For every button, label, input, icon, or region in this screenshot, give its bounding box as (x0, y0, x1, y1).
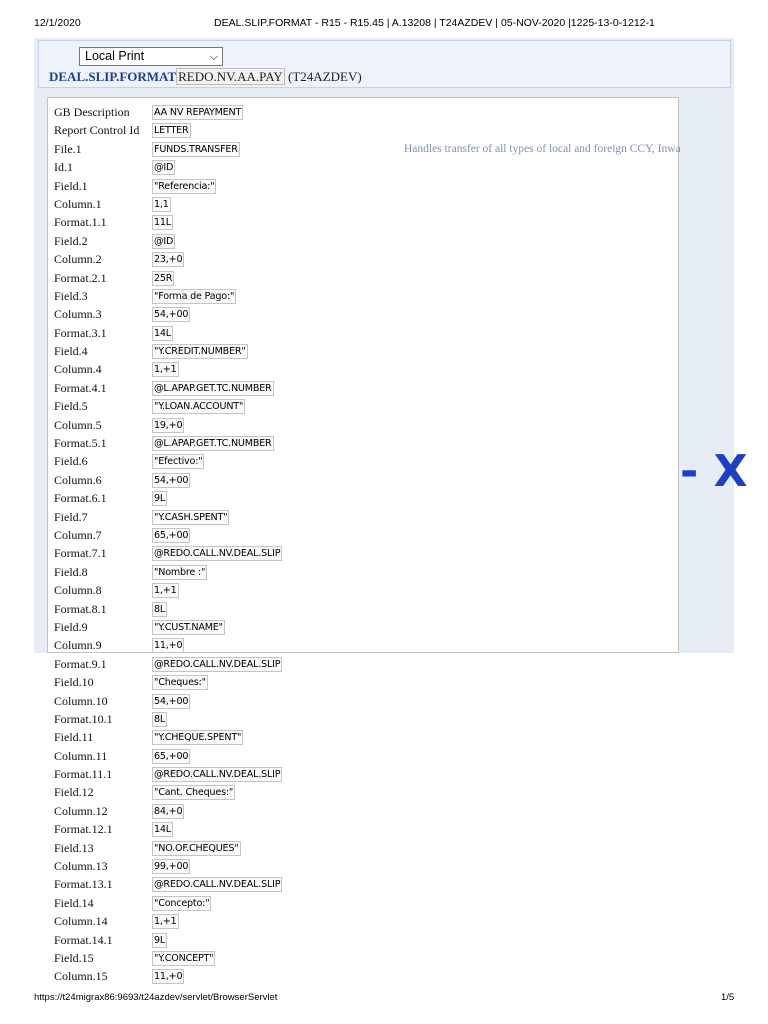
company-code: (T24AZDEV) (288, 69, 362, 84)
field-value: 9L (154, 493, 166, 505)
field-row (54, 509, 654, 527)
field-label: Field.5 (54, 399, 88, 414)
field-value: "Cheques:" (154, 677, 206, 689)
field-row (54, 178, 654, 196)
field-value: 8L (154, 713, 166, 725)
field-row (54, 950, 654, 968)
field-label: Field.8 (54, 564, 88, 579)
field-row (54, 637, 654, 655)
field-label: Field.11 (54, 730, 94, 745)
field-value: "Y.CASH.SPENT" (154, 511, 228, 523)
field-row (54, 674, 654, 692)
field-row (54, 490, 654, 508)
field-label: Field.12 (54, 785, 94, 800)
field-value: "Y.CONCEPT" (154, 952, 214, 964)
field-value: @REDO.CALL.NV.DEAL.SLIP (154, 548, 281, 560)
field-row (54, 196, 654, 214)
field-row (54, 729, 654, 747)
field-row (54, 564, 654, 582)
field-value: 11,+0 (154, 971, 183, 983)
field-label: Field.1 (54, 178, 88, 193)
field-value: "Y.CHEQUE.SPENT" (154, 732, 242, 744)
field-value: "Referencia:" (154, 180, 215, 192)
field-label: Field.15 (54, 950, 94, 965)
field-value: 23,+0 (154, 254, 183, 266)
field-label: Column.4 (54, 362, 102, 377)
field-row (54, 784, 654, 802)
page-number: 1/5 (721, 992, 735, 1003)
field-label: Field.13 (54, 840, 94, 855)
field-label: Column.8 (54, 583, 102, 598)
field-label: Field.10 (54, 675, 94, 690)
field-value: "NO.OF.CHEQUES" (154, 842, 239, 854)
field-label: Format.6.1 (54, 491, 107, 506)
field-value: 84,+0 (154, 805, 183, 817)
field-value: "Forma de Pago:" (154, 290, 235, 302)
app-heading (49, 69, 362, 85)
field-label: Column.2 (54, 252, 102, 267)
field-value: 25R (154, 272, 173, 284)
field-label: Format.13.1 (54, 877, 113, 892)
field-row (54, 748, 654, 766)
toolbar (38, 40, 731, 88)
field-row (54, 876, 654, 894)
field-label: Field.7 (54, 509, 88, 524)
field-row (54, 104, 654, 122)
field-row (54, 545, 654, 563)
field-label: Column.11 (54, 748, 108, 763)
field-row (54, 932, 654, 950)
field-value: 14L (154, 327, 171, 339)
field-value: 19,+0 (154, 419, 183, 431)
field-row (54, 361, 654, 379)
field-value: "Y.CREDIT.NUMBER" (154, 346, 246, 358)
field-row (54, 858, 654, 876)
field-row (54, 417, 654, 435)
field-value: "Y.LOAN.ACCOUNT" (154, 401, 244, 413)
chevron-down-icon: ⌵ (209, 51, 218, 63)
field-label: Format.5.1 (54, 436, 107, 451)
field-row (54, 398, 654, 416)
field-label: Format.8.1 (54, 601, 107, 616)
field-row (54, 840, 654, 858)
application-name: DEAL.SLIP.FORMAT (49, 69, 177, 84)
field-row (54, 122, 654, 140)
print-header (0, 0, 768, 40)
field-label: Column.9 (54, 638, 102, 653)
field-row (54, 582, 654, 600)
field-value: 1,+1 (154, 585, 177, 597)
field-value: 54,+00 (154, 309, 189, 321)
field-value: "Y.CUST.NAME" (154, 621, 223, 633)
field-row (54, 821, 654, 839)
print-date: 12/1/2020 (34, 17, 81, 29)
field-value: @ID (154, 162, 174, 174)
field-value: 11L (154, 217, 171, 229)
field-label: Field.9 (54, 619, 88, 634)
field-label: Id.1 (54, 160, 73, 175)
field-row (54, 435, 654, 453)
field-value: @L.APAP.GET.TC.NUMBER (154, 438, 272, 450)
field-label: Format.1.1 (54, 215, 107, 230)
field-label: Column.15 (54, 969, 108, 984)
field-row (54, 159, 654, 177)
field-label: Format.7.1 (54, 546, 107, 561)
field-value: "Concepto:" (154, 897, 210, 909)
field-row (54, 270, 654, 288)
field-label: Format.14.1 (54, 932, 113, 947)
field-label: Format.12.1 (54, 822, 113, 837)
field-value: 65,+00 (154, 529, 189, 541)
field-value: 1,+1 (154, 916, 177, 928)
field-label: GB Description (54, 105, 130, 119)
field-label: Format.2.1 (54, 270, 107, 285)
field-value: FUNDS.TRANSFER (154, 143, 238, 155)
field-value: 65,+00 (154, 750, 189, 762)
print-mode-selected: Local Print (85, 49, 145, 63)
field-row (54, 895, 654, 913)
print-footer (0, 990, 768, 1024)
field-label: Field.4 (54, 344, 88, 359)
field-label: Field.6 (54, 454, 88, 469)
field-row (54, 214, 654, 232)
field-label: Field.14 (54, 895, 94, 910)
field-row (54, 913, 654, 931)
field-row (54, 251, 654, 269)
field-row (54, 656, 654, 674)
field-row (54, 711, 654, 729)
field-label: Report Control Id (54, 123, 140, 138)
field-value: @REDO.CALL.NV.DEAL.SLIP (154, 769, 281, 781)
field-label: Format.4.1 (54, 380, 107, 395)
clipped-glyph: - X (680, 446, 748, 497)
field-row (54, 288, 654, 306)
record-id-field[interactable]: REDO.NV.AA.PAY (178, 69, 283, 84)
field-label: Column.5 (54, 417, 102, 432)
field-row (54, 325, 654, 343)
field-label: Format.10.1 (54, 711, 113, 726)
print-mode-select[interactable] (79, 47, 223, 66)
field-row (54, 968, 654, 986)
field-row (54, 693, 654, 711)
field-value: 99,+00 (154, 861, 189, 873)
field-label: File.1 (54, 141, 82, 156)
field-row (54, 233, 654, 251)
field-row (54, 472, 654, 490)
field-row (54, 601, 654, 619)
field-value: 9L (154, 934, 166, 946)
field-label: Field.2 (54, 233, 88, 248)
field-row (54, 766, 654, 784)
field-value: 1,1 (154, 198, 169, 210)
field-value: @REDO.CALL.NV.DEAL.SLIP (154, 879, 281, 891)
field-row (54, 380, 654, 398)
print-url: https://t24migrax86:9693/t24azdev/servlet/BrowserServlet (34, 992, 278, 1003)
field-value: 8L (154, 603, 166, 615)
field-label: Column.13 (54, 859, 108, 874)
field-value: 54,+00 (154, 695, 189, 707)
field-value: "Efectivo:" (154, 456, 203, 468)
field-label: Column.3 (54, 307, 102, 322)
field-value: 1,+1 (154, 364, 177, 376)
print-title: DEAL.SLIP.FORMAT - R15 - R15.45 | A.13208 | T24AZDEV | 05-NOV-2020 |1225-13-0-1212-1 (214, 17, 655, 29)
field-row (54, 527, 654, 545)
field-label: Column.1 (54, 196, 102, 211)
field-list (54, 104, 654, 987)
field-row (54, 803, 654, 821)
field-label: Column.12 (54, 803, 108, 818)
field-label: Column.6 (54, 472, 102, 487)
field-value: 11,+0 (154, 640, 183, 652)
field-row (54, 343, 654, 361)
field-row (54, 306, 654, 324)
field-label: Column.14 (54, 914, 108, 929)
field-label: Column.10 (54, 693, 108, 708)
field-value: @L.APAP.GET.TC.NUMBER (154, 382, 272, 394)
field-label: Column.7 (54, 527, 102, 542)
description-note: Handles transfer of all types of local and foreign CCY, Inwa (404, 143, 681, 155)
field-row (54, 619, 654, 637)
field-value: @REDO.CALL.NV.DEAL.SLIP (154, 658, 281, 670)
field-label: Format.3.1 (54, 325, 107, 340)
field-value: 14L (154, 824, 171, 836)
field-value: AA NV REPAYMENT (154, 107, 242, 118)
field-value: @ID (154, 235, 174, 247)
field-value: 54,+00 (154, 474, 189, 486)
field-label: Field.3 (54, 288, 88, 303)
field-label: Format.11.1 (54, 767, 113, 782)
field-label: Format.9.1 (54, 656, 107, 671)
field-value: "Cant. Cheques:" (154, 787, 234, 799)
field-value: LETTER (154, 125, 189, 137)
field-value: "Nombre :" (154, 566, 206, 578)
field-row (54, 453, 654, 471)
